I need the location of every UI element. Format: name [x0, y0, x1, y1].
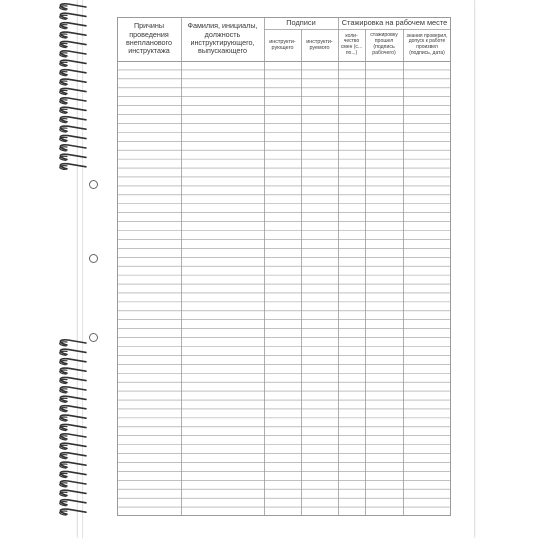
instruction-log-table: [117, 17, 451, 516]
spiral-coil-icon: [60, 359, 86, 364]
punch-hole-icon: [89, 180, 98, 189]
spiral-coil-icon: [60, 340, 86, 345]
header-internship-text: Стажировка на рабочем месте: [341, 17, 448, 27]
spiral-coil-icon: [60, 377, 86, 382]
spiral-coil-icon: [60, 117, 86, 122]
spiral-coil-icon: [60, 79, 86, 84]
spiral-coil-icon: [60, 98, 86, 103]
table-border: [118, 18, 451, 516]
spiral-coil-icon: [60, 164, 86, 169]
header-internship-passed: [365, 29, 403, 61]
spiral-coil-icon: [60, 415, 86, 420]
spiral-coil-icon: [60, 406, 86, 411]
header-sig-instructed: [301, 29, 338, 61]
spiral-coil-icon: [60, 396, 86, 401]
spiral-coil-icon: [60, 145, 86, 150]
spiral-coil-icon: [60, 368, 86, 373]
spiral-coil-icon: [60, 13, 86, 18]
spiral-coil-icon: [60, 424, 86, 429]
spiral-coil-icon: [60, 4, 86, 9]
spiral-coil-icon: [60, 41, 86, 46]
spiral-coil-icon: [60, 51, 86, 56]
spiral-coil-icon: [60, 107, 86, 112]
punch-hole-icon: [89, 254, 98, 263]
spiral-coil-icon: [60, 434, 86, 439]
header-sig-instructing: [264, 29, 301, 61]
header-shifts-count-text: коли- чество смен (с... по...): [340, 32, 363, 56]
spiral-coil-icon: [60, 509, 86, 514]
header-sig-instructed-text: инструкти- руемого: [306, 38, 333, 51]
header-shifts-count: [338, 29, 365, 61]
header-knowledge-checked: [403, 29, 451, 61]
spiral-binding-icon: [54, 338, 90, 520]
spiral-coil-icon: [60, 490, 86, 495]
spiral-coil-icon: [60, 462, 86, 467]
spiral-binding-icon: [54, 2, 90, 170]
spiral-coil-icon: [60, 154, 86, 159]
spiral-coil-icon: [60, 453, 86, 458]
spiral-coil-icon: [60, 70, 86, 75]
spiral-coil-icon: [60, 443, 86, 448]
spiral-coil-icon: [60, 32, 86, 37]
spiral-coil-icon: [60, 135, 86, 140]
spiral-coil-icon: [60, 88, 86, 93]
header-reason-text: Причины проведения внепланового инструктажа: [125, 21, 173, 56]
header-signatures-text: Подписи: [286, 17, 316, 27]
spiral-coil-icon: [60, 481, 86, 486]
spiral-coil-icon: [60, 500, 86, 505]
header-knowledge-checked-text: знания проверил, допуск к работе произвел (подпись, дата): [406, 32, 448, 56]
spiral-coil-icon: [60, 60, 86, 65]
table-grid: [117, 17, 451, 516]
spiral-coil-icon: [60, 349, 86, 354]
spiral-coil-icon: [60, 126, 86, 131]
header-instructor-text: Фамилия, инициалы, должность инструктирующего, выпускающего: [187, 21, 258, 56]
punch-hole-icon: [89, 333, 98, 342]
header-sig-instructing-text: инструкти- рующего: [269, 38, 296, 51]
spiral-coil-icon: [60, 471, 86, 476]
header-internship-passed-text: стажировку прошел (подпись рабочего): [370, 32, 398, 56]
header-instructor: [181, 17, 264, 61]
header-reason: [117, 17, 181, 61]
header-signatures: [264, 17, 338, 29]
spiral-coil-icon: [60, 23, 86, 28]
spiral-coil-icon: [60, 387, 86, 392]
header-internship: [338, 17, 451, 29]
